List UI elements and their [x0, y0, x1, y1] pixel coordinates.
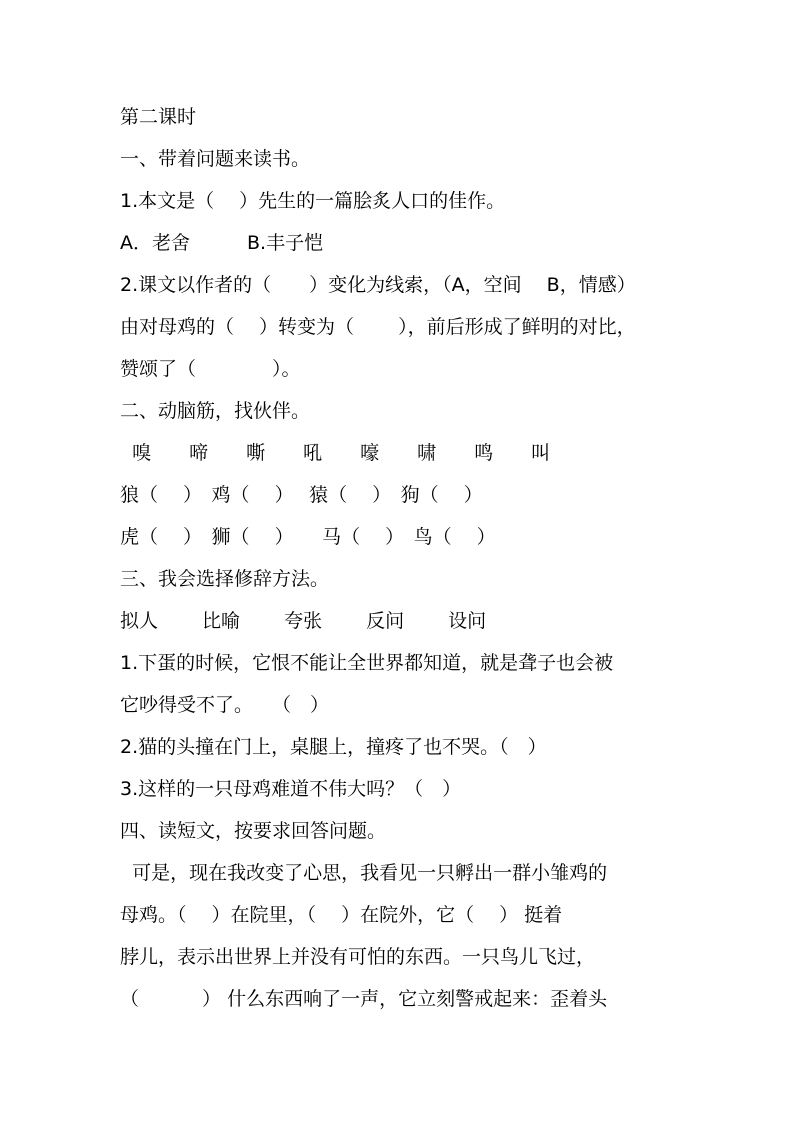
section1-heading: 一、带着问题来读书。: [120, 148, 311, 170]
section3-heading: 三、我会选择修辞方法。: [120, 568, 330, 590]
passage-line-2: 母鸡。（ ）在院里，（ ）在院外，它（ ） 挺着: [120, 904, 563, 926]
passage-line-4: （ ） 什么东西响了一声，它立刻警戒起来：歪着头: [120, 988, 608, 1010]
match-row-1: 狼（ ） 鸡（ ） 猿（ ） 狗（ ）: [120, 484, 483, 506]
passage-line-1: 可是，现在我改变了心思，我看见一只孵出一群小雏鸡的: [120, 862, 608, 884]
sound-words: 嗅 啼 嘶 吼 嚎 啸 鸣 叫: [120, 442, 551, 464]
question-2-line3: 赞颂了（ ）。: [120, 358, 301, 380]
question-2-line2: 由对母鸡的（ ）转变为（ ），前后形成了鲜明的对比，: [120, 316, 636, 338]
question-1: 1.本文是（ ）先生的一篇脍炙人口的佳作。: [120, 190, 506, 212]
rhetoric-options: 拟人 比喻 夸张 反问 设问: [120, 610, 487, 632]
question-2-line1: 2.课文以作者的（ ）变化为线索，（A，空间 B，情感）: [120, 274, 636, 296]
rhetoric-q3: 3.这样的一只母鸡难道不伟大吗？（ ）: [120, 778, 462, 800]
section4-heading: 四、读短文，按要求回答问题。: [120, 820, 387, 842]
question-1-options: A．老舍 B.丰子恺: [120, 232, 324, 254]
rhetoric-q1-line1: 1.下蛋的时候，它恨不能让全世界都知道，就是聋子也会被: [120, 652, 614, 674]
rhetoric-q1-line2: 它吵得受不了。 （ ）: [120, 694, 330, 716]
match-row-2: 虎（ ） 狮（ ） 马（ ） 鸟（ ）: [120, 526, 496, 548]
rhetoric-q2: 2.猫的头撞在门上，桌腿上，撞疼了也不哭。（ ）: [120, 736, 547, 758]
lesson-title: 第二课时: [120, 106, 197, 128]
passage-line-3: 脖儿，表示出世界上并没有可怕的东西。一只鸟儿飞过，: [120, 946, 596, 968]
section2-heading: 二、动脑筋，找伙伴。: [120, 400, 311, 422]
